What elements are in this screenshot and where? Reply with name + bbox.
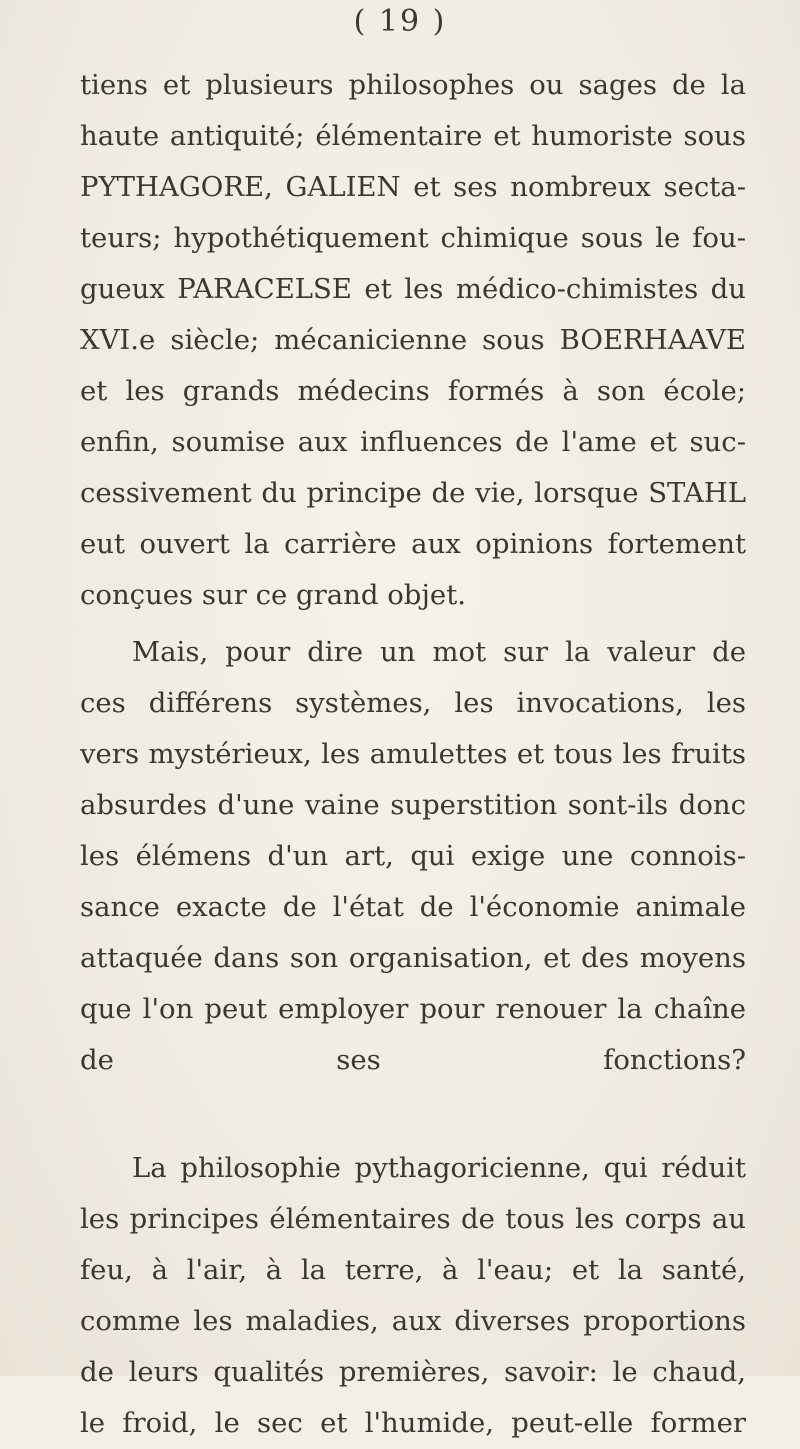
text-line: tiens et plusieurs philosophes ou sages de la: [80, 69, 746, 101]
text-line: absurdes d'une vaine superstition sont-ils donc: [80, 789, 746, 821]
text-line: PYTHAGORE, GALIEN et ses nombreux secta-: [80, 171, 746, 203]
text-line: les élémens d'un art, qui exige une connois-: [80, 840, 746, 872]
text-line: ces différens systèmes, les invocations, les: [80, 687, 746, 719]
text-line: La philosophie pythagoricienne, qui réduit: [132, 1152, 746, 1184]
text-line: comme les maladies, aux diverses proportions: [80, 1305, 746, 1337]
text-line: que l'on peut employer pour renouer la chaîne: [80, 993, 746, 1025]
text-line: [80, 1086, 746, 1137]
text-line: teurs; hypothétiquement chimique sous le fou-: [80, 222, 746, 254]
text-line: feu, à l'air, à la terre, à l'eau; et la santé,: [80, 1254, 746, 1286]
text-line: conçues sur ce grand objet.: [80, 579, 466, 611]
text-line: le froid, le sec et l'humide, peut-elle former: [80, 1407, 746, 1439]
body-text: [80, 60, 746, 1449]
text-line: XVI.e siècle; mécanicienne sous BOERHAAVE: [80, 324, 746, 356]
text-line: de ses fonctions?: [80, 1044, 746, 1076]
text-line: attaquée dans son organisation, et des moyens: [80, 942, 746, 974]
text-line: cessivement du principe de vie, lorsque STAHL: [80, 477, 746, 509]
text-line: vers mystérieux, les amulettes et tous les fruits: [80, 738, 746, 770]
text-line: gueux PARACELSE et les médico-chimistes du: [80, 273, 746, 305]
paragraph: [80, 60, 746, 621]
text-line: enfin, soumise aux influences de l'ame et suc-: [80, 426, 746, 458]
text-line: sance exacte de l'état de l'économie animale: [80, 891, 746, 923]
page-number: ( 19 ): [353, 4, 447, 39]
paragraph: [80, 627, 746, 1137]
text-line: et les grands médecins formés à son école;: [80, 375, 746, 407]
paragraph: [80, 1143, 746, 1449]
text-line: haute antiquité; élémentaire et humoriste sous: [80, 120, 746, 152]
text-line: eut ouvert la carrière aux opinions fortement: [80, 528, 746, 560]
text-line: les principes élémentaires de tous les corps au: [80, 1203, 746, 1235]
text-line: Mais, pour dire un mot sur la valeur de: [132, 636, 746, 668]
text-line: de leurs qualités premières, savoir: le chaud,: [80, 1356, 746, 1388]
